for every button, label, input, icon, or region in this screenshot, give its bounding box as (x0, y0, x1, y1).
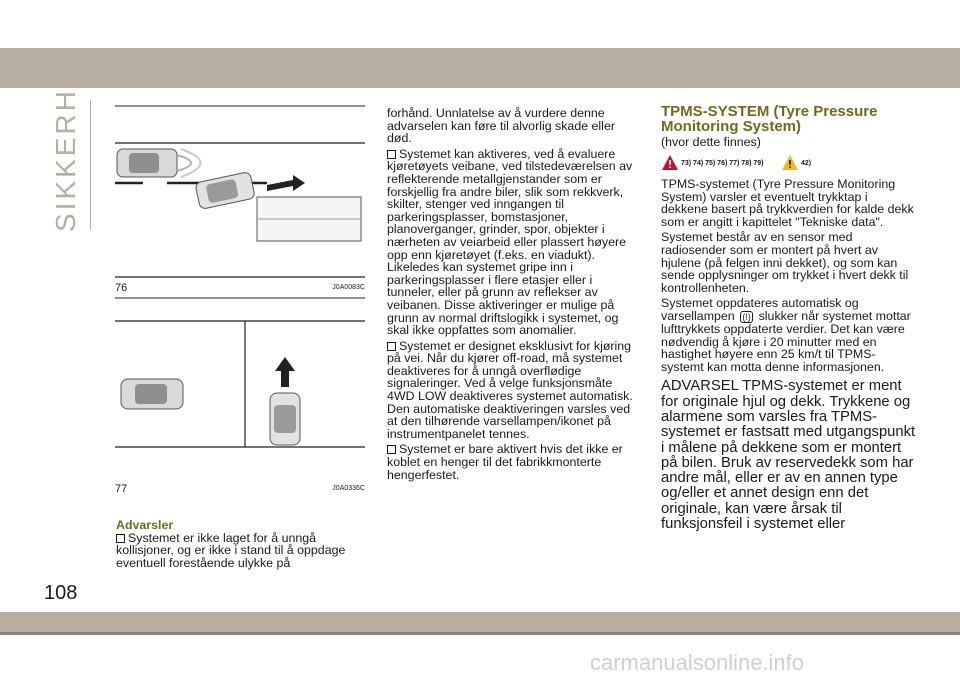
figure-77 (115, 297, 365, 497)
paragraph: Systemet består av en sensor med radiosender som er montert på hvert av hjulene (på felgen inni dekket), og som kan sende opplysninger om trykket i hvert dekk til kontrollenheten. (661, 230, 909, 295)
tpms-warning-lamp-icon: (!) (740, 311, 753, 323)
checkbox-bullet-icon (387, 150, 396, 159)
red-warning-refs: 73) 74) 75) 76) 77) 78) 79) (681, 160, 764, 167)
warning-paragraph: ADVARSEL TPMS-systemet er ment for originale hjul og dekk. Trykkene og alarmene som varsles fra TPMS-systemet er fastsatt med utgangspunkt i målene på dekkene som er montert på bilen. Bruk av reservedekk som har andre mål, eller er av en annen type og/eller et annet design enn det originale, kan være årsak til funksjonsfeil i systemet eller (661, 378, 916, 532)
bullet-text: Systemet er bare aktivert hvis det ikke er koblet en henger til det fabrikkmonterte hengerfestet. (387, 442, 623, 482)
column-2 (387, 107, 637, 484)
paragraph-text: slukker når systemet mottar lufttrykkets oppdaterte verdier. Det kan være nødvendig å kjøre i 20 minutter med en hastighet høyere enn 25 km/t til TPMS-systemt kan motta denne informasjonen. (661, 308, 911, 374)
figure-77-caption (115, 483, 365, 497)
figure-76-caption (115, 282, 365, 296)
paragraph: TPMS-systemet (Tyre Pressure Monitoring System) varsler et eventuelt trykktap i dekkene basert på trykkverdien for kalde dekk som er angitt i kapittelet "Tekniske data". (661, 177, 914, 229)
bullet-paragraph (387, 340, 637, 441)
paragraph: forhånd. Unnlatelse av å vurdere denne advarselen kan føre til alvorlig skade eller død. (387, 106, 615, 146)
availability-note: (hvor dette finnes) (661, 135, 761, 149)
figure-code: J0A0336C (332, 485, 365, 492)
figure-77-illustration (115, 297, 365, 482)
bullet-paragraph (116, 532, 366, 570)
paragraph (661, 297, 916, 373)
paragraph-text: Systemet oppdateres automatisk og varsellampen (661, 296, 859, 323)
bullet-text: Systemet kan aktiveres, ved å evaluere kjøretøyets veibane, ved tilstedeværelsen av reflekterende metallgjenstander som er forskjellig fra andre biler, slik som rekkverk, skilter, stenger ved inngangen til parkeringsplasser, bomstasjoner, planoverganger, grinder, spor, objekter i nærheten av veiarbeid eller plassert høyere opp enn kjøretøyet (f.eks. en viadukt). Likeledes kan systemet gripe inn i parkeringsplasser i flere etasjer eller i tunneler, eller på grunn av reflekser av veibanen. Disse aktiveringer er mulige på grunn av normal driftslogikk i systemet, og skal ikke oppfattes som anomalier. (387, 146, 633, 338)
subheading-advarsler: Advarsler (116, 518, 174, 532)
tpms-heading: TPMS-SYSTEM (Tyre Pressure Monitoring System) (661, 103, 878, 135)
top-margin (0, 0, 960, 48)
yellow-warning-icon (781, 154, 799, 172)
warning-references (661, 154, 821, 174)
checkbox-bullet-icon (387, 342, 396, 351)
bullet-paragraph (387, 148, 637, 337)
column-1 (116, 519, 366, 572)
page-number: 108 (44, 582, 78, 604)
section-title: SIKKERHET (50, 46, 81, 232)
figure-76 (115, 105, 365, 295)
column-3 (661, 104, 916, 152)
top-band (0, 48, 960, 88)
bullet-text: Systemet er ikke laget for å unngå kollisjoner, og er ikke i stand til å oppdage eventuell forestående ulykke på (116, 530, 346, 570)
figure-76-illustration (115, 105, 365, 280)
bullet-text: Systemet er designet eksklusivt for kjøring på vei. Når du kjører off-road, må systemet deaktiveres for å unngå overflødige signaleringer. Ved å velge funksjonsmåte 4WD LOW deaktiveres systemet automatisk. Den automatiske deaktiveringen varsles ved at den tilhørende varsellampen/ikonet på instrumentpanelet tennes. (387, 338, 633, 441)
watermark: carmanualsonline.info (590, 650, 805, 675)
red-warning-icon (661, 154, 679, 172)
figure-code: J0A0083C (332, 284, 365, 291)
bottom-band (0, 612, 960, 632)
figure-number: 76 (115, 282, 128, 294)
figure-number: 77 (115, 483, 128, 495)
bottom-rule (0, 632, 960, 635)
checkbox-bullet-icon (116, 534, 125, 543)
side-rule (90, 100, 91, 230)
bullet-paragraph (387, 443, 637, 481)
yellow-warning-refs: 42) (801, 160, 812, 167)
checkbox-bullet-icon (387, 445, 396, 454)
column-3-body (661, 178, 916, 535)
